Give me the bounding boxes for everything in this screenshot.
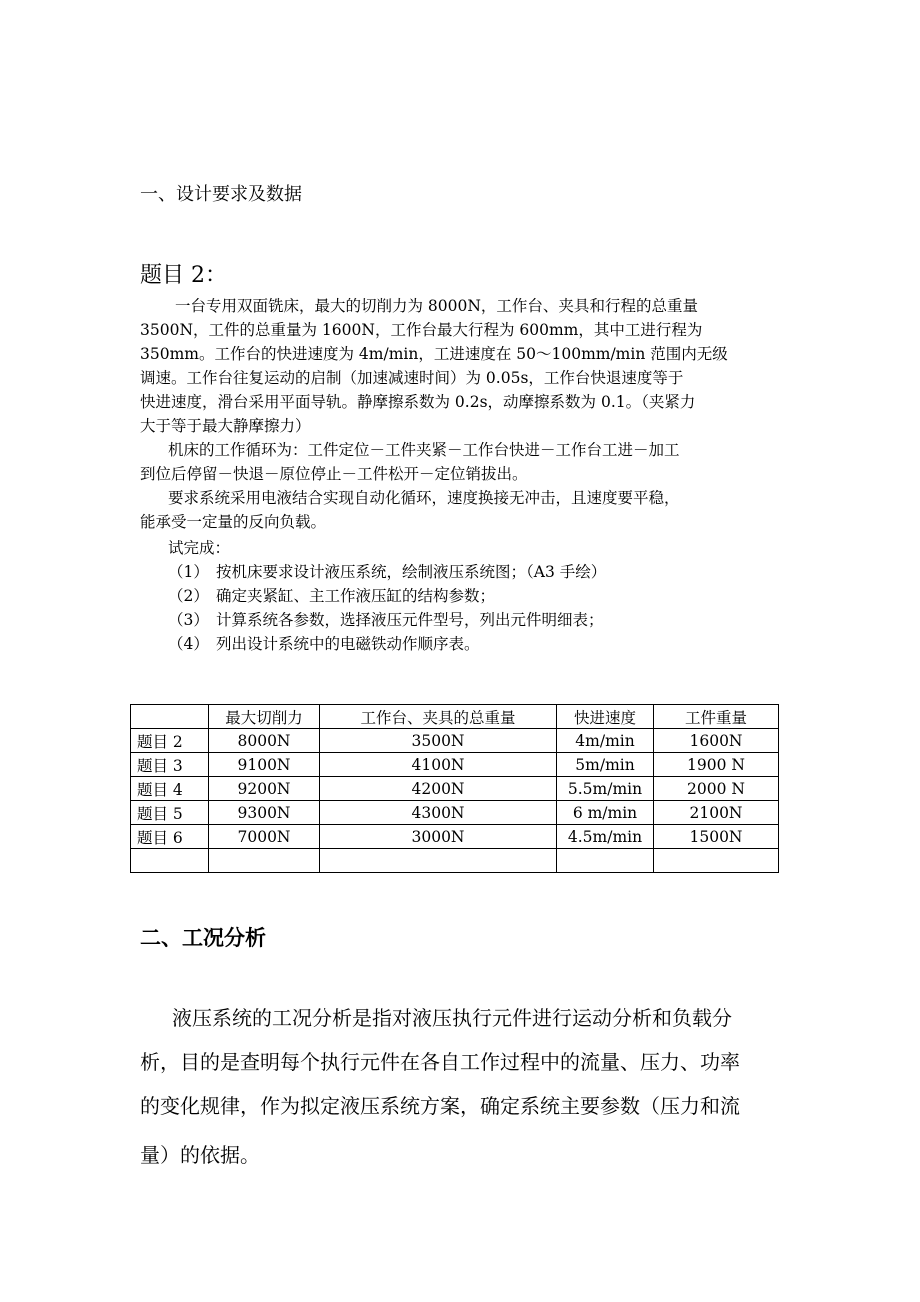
table-cell: 9100N: [209, 753, 320, 777]
task-number: （3）: [168, 611, 209, 629]
problem-para1-line: 大于等于最大静摩擦力）: [140, 417, 311, 435]
table-row: [131, 753, 779, 777]
task-item: [168, 632, 480, 654]
table-cell: 4200N: [320, 777, 557, 801]
task-item: [168, 560, 606, 582]
analysis-line: 液压系统的工况分析是指对液压执行元件进行运动分析和负载分: [172, 1006, 732, 1030]
parameter-table: [130, 704, 779, 873]
table-cell: 3500N: [320, 729, 557, 753]
problem-para3-line: 要求系统采用电液结合实现自动化循环，速度换接无冲击，且速度要平稳，: [168, 489, 680, 507]
task-item: [168, 584, 495, 606]
table-cell: 3000N: [320, 825, 557, 849]
table-row: [131, 825, 779, 849]
table-cell: 题目 4: [131, 777, 209, 801]
table-cell: [209, 849, 320, 873]
table-cell: 5.5m/min: [557, 777, 654, 801]
task-number: （4）: [168, 635, 209, 653]
problem-para2-line: 到位后停留－快退－原位停止－工件松开－定位销拔出。: [140, 465, 528, 483]
analysis-line: 析，目的是查明每个执行元件在各自工作过程中的流量、压力、功率: [140, 1050, 740, 1074]
table-cell: 2100N: [654, 801, 779, 825]
table-cell: 题目 5: [131, 801, 209, 825]
section-2-heading: 二、工况分析: [140, 925, 266, 950]
problem-title: 题目 2：: [140, 263, 227, 288]
table-cell: [320, 849, 557, 873]
task-text: 按机床要求设计液压系统，绘制液压系统图；（A3 手绘）: [216, 563, 607, 581]
problem-para1-line: 350mm。工作台的快进速度为 4m/min，工进速度在 50～100mm/min 范围内无级: [140, 345, 728, 363]
table-cell: 1600N: [654, 729, 779, 753]
table-cell: [654, 849, 779, 873]
task-number: （2）: [168, 587, 209, 605]
table-cell: 9200N: [209, 777, 320, 801]
table-cell: 6 m/min: [557, 801, 654, 825]
task-text: 确定夹紧缸、主工作液压缸的结构参数；: [216, 587, 496, 605]
table-header-cell: [131, 705, 209, 729]
analysis-line: 的变化规律，作为拟定液压系统方案，确定系统主要参数（压力和流: [140, 1094, 740, 1118]
problem-para3-line: 能承受一定量的反向负载。: [140, 513, 327, 531]
problem-para1-line: 快进速度，滑台采用平面导轨。静摩擦系数为 0.2s，动摩擦系数为 0.1。（夹紧力: [140, 393, 696, 411]
table-row: [131, 849, 779, 873]
section-1-heading: 一、设计要求及数据: [140, 184, 302, 205]
table-cell: 4m/min: [557, 729, 654, 753]
table-cell: 4300N: [320, 801, 557, 825]
table-cell: 7000N: [209, 825, 320, 849]
table-cell: [131, 849, 209, 873]
table-cell: 2000 N: [654, 777, 779, 801]
task-text: 列出设计系统中的电磁铁动作顺序表。: [216, 635, 480, 653]
task-text: 计算系统各参数，选择液压元件型号，列出元件明细表；: [216, 611, 604, 629]
table-header-cell: 快进速度: [557, 705, 654, 729]
table-header-cell: 工作台、夹具的总重量: [320, 705, 557, 729]
problem-para1-line: 3500N，工件的总重量为 1600N，工作台最大行程为 600mm，其中工进行程为: [140, 321, 703, 339]
table-row: [131, 801, 779, 825]
table-cell: 5m/min: [557, 753, 654, 777]
tasks-intro: 试完成：: [168, 539, 231, 557]
table-cell: 4.5m/min: [557, 825, 654, 849]
table-cell: 8000N: [209, 729, 320, 753]
table-cell: [557, 849, 654, 873]
problem-para1-line: 一台专用双面铣床，最大的切削力为 8000N，工作台、夹具和行程的总重量: [175, 297, 698, 315]
table-cell: 4100N: [320, 753, 557, 777]
table-cell: 题目 6: [131, 825, 209, 849]
table-header-row: [131, 705, 779, 729]
table-header-cell: 工件重量: [654, 705, 779, 729]
problem-para1-line: 调速。工作台往复运动的启制（加速减速时间）为 0.05s，工作台快退速度等于: [140, 369, 684, 387]
table-row: [131, 777, 779, 801]
task-number: （1）: [168, 563, 209, 581]
table-cell: 题目 3: [131, 753, 209, 777]
table-row: [131, 729, 779, 753]
table-cell: 题目 2: [131, 729, 209, 753]
table-cell: 9300N: [209, 801, 320, 825]
table-header-cell: 最大切削力: [209, 705, 320, 729]
analysis-line: 量）的依据。: [140, 1143, 260, 1167]
table-cell: 1500N: [654, 825, 779, 849]
table-cell: 1900 N: [654, 753, 779, 777]
problem-para2-line: 机床的工作循环为：工件定位－工件夹紧－工作台快进－工作台工进－加工: [168, 441, 680, 459]
task-item: [168, 608, 604, 630]
